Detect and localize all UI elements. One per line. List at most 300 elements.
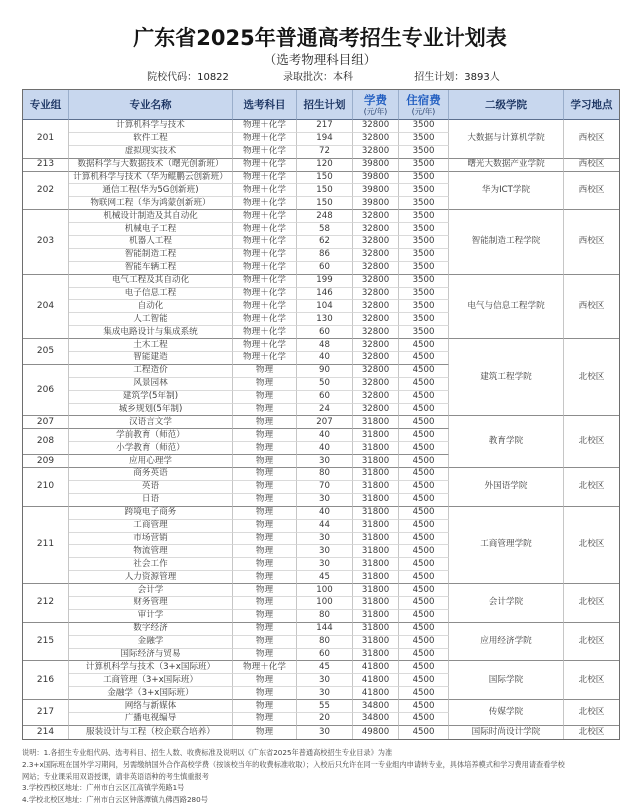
tuition-cell: 34800 [353, 713, 399, 726]
table-row [23, 120, 619, 133]
major-name-cell: 金融学（3+x国际班） [69, 687, 233, 700]
plan-cell: 30 [297, 545, 353, 558]
tuition-cell: 31800 [353, 520, 399, 533]
plan-cell: 144 [297, 623, 353, 636]
subjects-cell: 物理＋化学 [233, 133, 297, 146]
plan-cell: 104 [297, 300, 353, 313]
dorm-fee-cell: 4500 [399, 481, 449, 494]
tuition-cell: 31800 [353, 584, 399, 597]
table-row [23, 507, 619, 520]
header-tuition [353, 90, 399, 120]
plan-cell: 40 [297, 352, 353, 365]
major-name-cell: 计算机科学与技术（3+x国际班） [69, 661, 233, 674]
plan-cell: 20 [297, 713, 353, 726]
plan-cell: 150 [297, 197, 353, 210]
plan-cell: 55 [297, 700, 353, 713]
dorm-fee-cell: 4500 [399, 378, 449, 391]
major-name-cell: 城乡规划(5年制) [69, 404, 233, 417]
dorm-fee-cell: 4500 [399, 429, 449, 442]
plan-cell: 30 [297, 674, 353, 687]
subjects-cell: 物理 [233, 378, 297, 391]
header-tuition-unit: (元/年) [363, 106, 388, 116]
institution-code [147, 71, 229, 85]
major-name-cell: 汉语言文学 [69, 416, 233, 429]
notes [22, 747, 628, 807]
major-name-cell: 智能制造工程 [69, 249, 233, 262]
major-name-cell: 自动化 [69, 300, 233, 313]
subjects-cell: 物理＋化学 [233, 352, 297, 365]
dorm-fee-cell: 3500 [399, 197, 449, 210]
group-code-cell: 201 [23, 120, 69, 159]
subjects-cell: 物理＋化学 [233, 275, 297, 288]
tuition-cell: 32800 [353, 288, 399, 301]
group-code-cell: 208 [23, 429, 69, 455]
subjects-cell: 物理 [233, 481, 297, 494]
tuition-cell: 32800 [353, 339, 399, 352]
dorm-fee-cell: 3500 [399, 236, 449, 249]
dorm-fee-cell: 4500 [399, 365, 449, 378]
group-code-cell: 212 [23, 584, 69, 623]
tuition-cell: 32800 [353, 223, 399, 236]
major-name-cell: 金融学 [69, 636, 233, 649]
tuition-cell: 31800 [353, 429, 399, 442]
dorm-fee-cell: 4500 [399, 636, 449, 649]
major-name-cell: 机械设计制造及其自动化 [69, 210, 233, 223]
college-cell: 国际时尚设计学院 [449, 726, 564, 739]
college-cell: 传媒学院 [449, 700, 564, 726]
major-name-cell: 小学教育（师范） [69, 442, 233, 455]
tuition-cell: 41800 [353, 674, 399, 687]
dorm-fee-cell: 3500 [399, 249, 449, 262]
plan-cell: 60 [297, 262, 353, 275]
subjects-cell: 物理 [233, 700, 297, 713]
plan-cell: 40 [297, 429, 353, 442]
subjects-cell: 物理 [233, 429, 297, 442]
plan-cell: 80 [297, 468, 353, 481]
subjects-cell: 物理＋化学 [233, 197, 297, 210]
dorm-fee-cell: 3500 [399, 146, 449, 159]
college-cell: 曙光大数据产业学院 [449, 159, 564, 172]
table-row [23, 339, 619, 352]
location-cell: 北校区 [564, 339, 619, 416]
tuition-cell: 32800 [353, 378, 399, 391]
subjects-cell: 物理 [233, 687, 297, 700]
subjects-cell: 物理＋化学 [233, 184, 297, 197]
subjects-cell: 物理＋化学 [233, 120, 297, 133]
plan-cell: 40 [297, 507, 353, 520]
major-name-cell: 审计学 [69, 610, 233, 623]
plan-cell: 90 [297, 365, 353, 378]
info-label: 招生计划： [414, 72, 465, 83]
location-cell: 北校区 [578, 726, 605, 737]
plan-cell: 30 [297, 533, 353, 546]
plan-cell: 100 [297, 584, 353, 597]
subjects-cell: 物理＋化学 [233, 300, 297, 313]
dorm-fee-cell: 4500 [399, 468, 449, 481]
plan-cell: 40 [297, 442, 353, 455]
college-cell: 应用经济学院 [449, 623, 564, 662]
dorm-fee-cell: 3500 [399, 172, 449, 185]
plan-cell: 150 [297, 172, 353, 185]
plan-cell: 72 [297, 146, 353, 159]
major-name-cell: 集成电路设计与集成系统 [69, 326, 233, 339]
plan-cell: 80 [297, 610, 353, 623]
group-code-cell: 216 [23, 661, 69, 700]
location-cell: 北校区 [564, 661, 619, 700]
major-name-cell: 会计学 [69, 584, 233, 597]
plan-cell: 60 [297, 326, 353, 339]
tuition-cell: 32800 [353, 120, 399, 133]
tuition-cell: 32800 [353, 313, 399, 326]
college-cell: 教育学院 [449, 416, 564, 468]
dorm-fee-cell: 4500 [399, 610, 449, 623]
table-row [23, 275, 619, 288]
plan-cell: 130 [297, 313, 353, 326]
college-cell: 外国语学院 [449, 468, 564, 507]
major-name-cell: 通信工程(华为5G创新班) [69, 184, 233, 197]
table-row [23, 159, 619, 172]
major-name-cell: 软件工程 [69, 133, 233, 146]
tuition-cell: 31800 [353, 545, 399, 558]
major-name-cell: 数字经济 [69, 623, 233, 636]
major-name-cell: 物联网工程（华为鸿蒙创新班） [69, 197, 233, 210]
dorm-fee-cell: 3500 [399, 133, 449, 146]
dorm-fee-cell: 3500 [399, 326, 449, 339]
plan-cell: 58 [297, 223, 353, 236]
major-name-cell: 计算机科学与技术 [69, 120, 233, 133]
group-code-cell: 202 [23, 172, 69, 211]
tuition-cell: 31800 [353, 636, 399, 649]
dorm-fee-cell: 4500 [399, 416, 449, 429]
major-name-cell: 电气工程及其自动化 [69, 275, 233, 288]
group-code-cell: 205 [23, 339, 69, 365]
dorm-fee-cell: 3500 [399, 184, 449, 197]
dorm-fee-cell: 3500 [399, 210, 449, 223]
subjects-cell: 物理 [233, 610, 297, 623]
subjects-cell: 物理＋化学 [233, 313, 297, 326]
location-cell: 北校区 [564, 700, 619, 726]
college-cell: 工商管理学院 [449, 507, 564, 584]
group-code-cell: 215 [23, 623, 69, 662]
subjects-cell: 物理 [233, 597, 297, 610]
tuition-cell: 31800 [353, 533, 399, 546]
tuition-cell: 31800 [353, 416, 399, 429]
group-code-cell: 213 [23, 159, 69, 172]
group-code-cell: 210 [23, 468, 69, 507]
dorm-fee-cell: 4500 [399, 404, 449, 417]
table-header-row [23, 90, 619, 120]
major-name-cell: 机器人工程 [69, 236, 233, 249]
dorm-fee-cell: 3500 [399, 120, 449, 133]
tuition-cell: 31800 [353, 610, 399, 623]
admission-batch [283, 71, 353, 85]
tuition-cell: 32800 [353, 275, 399, 288]
header-location: 学习地点 [564, 90, 619, 120]
major-name-cell: 工商管理（3+x国际班） [69, 674, 233, 687]
major-name-cell: 广播电视编导 [69, 713, 233, 726]
tuition-cell: 41800 [353, 687, 399, 700]
major-name-cell: 网络与新媒体 [69, 700, 233, 713]
dorm-fee-cell: 3500 [399, 313, 449, 326]
dorm-fee-cell: 4500 [399, 533, 449, 546]
college-cell: 会计学院 [449, 584, 564, 623]
page-subtitle: （选考物理科目组） [263, 52, 377, 67]
location-cell: 北校区 [564, 507, 619, 584]
info-value: 本科 [333, 72, 353, 83]
note-line: 4.学校北校区地址：广州市白云区钟落潭镇九佛西路280号 [22, 795, 208, 805]
college-cell: 电气与信息工程学院 [449, 275, 564, 339]
location-cell: 北校区 [564, 416, 619, 468]
tuition-cell: 32800 [353, 249, 399, 262]
tuition-cell: 39800 [353, 197, 399, 210]
dorm-fee-cell: 4500 [399, 700, 449, 713]
subjects-cell: 物理 [233, 674, 297, 687]
major-name-cell: 国际经济与贸易 [69, 649, 233, 662]
tuition-cell: 32800 [353, 391, 399, 404]
location-cell: 西校区 [564, 275, 619, 339]
major-name-cell: 电子信息工程 [69, 288, 233, 301]
college-cell: 建筑工程学院 [449, 339, 564, 416]
plan-cell: 60 [297, 649, 353, 662]
subjects-cell: 物理 [233, 636, 297, 649]
tuition-cell: 31800 [353, 442, 399, 455]
subjects-cell: 物理 [233, 416, 297, 429]
major-name-cell: 财务管理 [69, 597, 233, 610]
subjects-cell: 物理＋化学 [233, 236, 297, 249]
major-name-cell: 工程造价 [69, 365, 233, 378]
subjects-cell: 物理 [233, 533, 297, 546]
major-name-cell: 智能车辆工程 [69, 262, 233, 275]
tuition-cell: 32800 [353, 146, 399, 159]
dorm-fee-cell: 4500 [399, 494, 449, 507]
subjects-cell: 物理＋化学 [233, 249, 297, 262]
note-line: 网站；专业课采用双语授课，请非英语语种的考生慎重报考 [22, 771, 209, 781]
subjects-cell: 物理 [233, 571, 297, 584]
table-row [23, 623, 619, 636]
dorm-fee-cell: 3500 [399, 159, 449, 172]
plan-cell: 100 [297, 597, 353, 610]
header-dorm-fee [399, 90, 449, 120]
location-cell: 西校区 [564, 120, 619, 159]
tuition-cell: 31800 [353, 597, 399, 610]
tuition-cell: 32800 [353, 404, 399, 417]
dorm-fee-cell: 4500 [399, 726, 449, 739]
header-dorm-fee-label: 住宿费 [406, 92, 441, 107]
group-code-cell: 203 [23, 210, 69, 274]
major-name-cell: 机械电子工程 [69, 223, 233, 236]
tuition-cell: 31800 [353, 507, 399, 520]
tuition-cell: 31800 [353, 623, 399, 636]
major-name-cell: 物流管理 [69, 545, 233, 558]
note-line: 2.3+x国际班在国外学习期间，另需缴纳国外合作高校学费（按该校当年的收费标准收取）；入校后只允许在同一专业组内申请转专业，具体培养模式和学习费用请查看学校 [22, 759, 565, 769]
major-name-cell: 日语 [69, 494, 233, 507]
subjects-cell: 物理 [233, 468, 297, 481]
location-cell: 北校区 [564, 623, 619, 662]
plan-cell: 62 [297, 236, 353, 249]
college-cell: 智能制造工程学院 [449, 210, 564, 274]
dorm-fee-cell: 3500 [399, 275, 449, 288]
plan-cell: 70 [297, 481, 353, 494]
major-name-cell: 土木工程 [69, 339, 233, 352]
table-row [23, 584, 619, 597]
table-row [23, 726, 619, 739]
subjects-cell: 物理＋化学 [233, 223, 297, 236]
subjects-cell: 物理＋化学 [233, 172, 297, 185]
group-code-cell: 209 [23, 455, 69, 468]
major-name-cell: 数据科学与大数据技术（曙光创新班） [69, 159, 233, 172]
header-tuition-label: 学费 [364, 92, 387, 107]
dorm-fee-cell: 4500 [399, 455, 449, 468]
tuition-cell: 31800 [353, 558, 399, 571]
major-name-cell: 工商管理 [69, 520, 233, 533]
plan-cell: 30 [297, 687, 353, 700]
major-name-cell: 学前教育（师范） [69, 429, 233, 442]
location-cell: 北校区 [564, 584, 619, 623]
group-code-cell: 217 [23, 700, 69, 726]
subjects-cell: 物理 [233, 558, 297, 571]
info-label: 院校代码： [147, 72, 198, 83]
dorm-fee-cell: 3500 [399, 262, 449, 275]
dorm-fee-cell: 3500 [399, 223, 449, 236]
major-name-cell: 跨境电子商务 [69, 507, 233, 520]
subjects-cell: 物理 [233, 442, 297, 455]
plan-cell: 30 [297, 726, 353, 739]
table-row [23, 468, 619, 481]
plan-cell: 30 [297, 494, 353, 507]
tuition-cell: 31800 [353, 455, 399, 468]
plan-cell: 45 [297, 571, 353, 584]
major-name-cell: 智能建造 [69, 352, 233, 365]
subjects-cell: 物理＋化学 [233, 326, 297, 339]
dorm-fee-cell: 4500 [399, 545, 449, 558]
info-value: 10822 [197, 72, 229, 83]
group-code-cell: 214 [23, 726, 69, 739]
plan-cell: 45 [297, 661, 353, 674]
dorm-fee-cell: 4500 [399, 649, 449, 662]
dorm-fee-cell: 4500 [399, 520, 449, 533]
plan-cell: 30 [297, 558, 353, 571]
major-name-cell: 服装设计与工程（校企联合培养） [69, 726, 233, 739]
subjects-cell: 物理＋化学 [233, 159, 297, 172]
dorm-fee-cell: 4500 [399, 352, 449, 365]
major-name-cell: 市场营销 [69, 533, 233, 546]
plan-cell: 194 [297, 133, 353, 146]
location-cell: 西校区 [564, 159, 619, 172]
subjects-cell: 物理 [233, 507, 297, 520]
plan-cell: 207 [297, 416, 353, 429]
header-plan: 招生计划 [297, 90, 353, 120]
major-name-cell: 虚拟现实技术 [69, 146, 233, 159]
tuition-cell: 31800 [353, 481, 399, 494]
tuition-cell: 32800 [353, 133, 399, 146]
college-cell: 大数据与计算机学院 [449, 120, 564, 159]
header-major-name: 专业名称 [69, 90, 233, 120]
tuition-cell: 32800 [353, 365, 399, 378]
dorm-fee-cell: 4500 [399, 391, 449, 404]
dorm-fee-cell: 3500 [399, 300, 449, 313]
tuition-cell: 34800 [353, 700, 399, 713]
tuition-cell: 39800 [353, 172, 399, 185]
major-name-cell: 人工智能 [69, 313, 233, 326]
plan-cell: 120 [297, 159, 353, 172]
info-row [0, 71, 640, 85]
tuition-cell: 31800 [353, 494, 399, 507]
table-row [23, 700, 619, 713]
dorm-fee-cell: 4500 [399, 597, 449, 610]
subjects-cell: 物理 [233, 494, 297, 507]
table-row [23, 416, 619, 429]
plan-cell: 60 [297, 391, 353, 404]
location-cell: 西校区 [564, 172, 619, 211]
subjects-cell: 物理 [233, 404, 297, 417]
table-row [23, 172, 619, 185]
tuition-cell: 32800 [353, 236, 399, 249]
tuition-cell: 32800 [353, 300, 399, 313]
dorm-fee-cell: 4500 [399, 584, 449, 597]
plan-cell: 150 [297, 184, 353, 197]
tuition-cell: 32800 [353, 352, 399, 365]
major-name-cell: 风景园林 [69, 378, 233, 391]
plan-cell: 146 [297, 288, 353, 301]
tuition-cell: 32800 [353, 262, 399, 275]
subjects-cell: 物理 [233, 623, 297, 636]
table-body [23, 120, 619, 739]
table-row [23, 661, 619, 674]
major-name-cell: 建筑学(5年制) [69, 391, 233, 404]
tuition-cell: 31800 [353, 571, 399, 584]
subjects-cell: 物理 [233, 649, 297, 662]
dorm-fee-cell: 4500 [399, 442, 449, 455]
dorm-fee-cell: 4500 [399, 687, 449, 700]
plan-cell: 48 [297, 339, 353, 352]
subjects-cell: 物理＋化学 [233, 262, 297, 275]
subjects-cell: 物理 [233, 726, 297, 739]
dorm-fee-cell: 4500 [399, 571, 449, 584]
major-name-cell: 应用心理学 [69, 455, 233, 468]
subjects-cell: 物理＋化学 [233, 339, 297, 352]
dorm-fee-cell: 4500 [399, 507, 449, 520]
subjects-cell: 物理 [233, 584, 297, 597]
tuition-cell: 39800 [353, 184, 399, 197]
subjects-cell: 物理＋化学 [233, 661, 297, 674]
subjects-cell: 物理 [233, 520, 297, 533]
page-title: 广东省2025年普通高考招生专业计划表 [133, 26, 507, 50]
note-line: 3.学校西校区地址：广州市白云区江高镇学苑路1号 [22, 783, 185, 793]
major-name-cell: 商务英语 [69, 468, 233, 481]
dorm-fee-cell: 4500 [399, 674, 449, 687]
subjects-cell: 物理 [233, 713, 297, 726]
plan-cell: 248 [297, 210, 353, 223]
subjects-cell: 物理＋化学 [233, 210, 297, 223]
tuition-cell: 31800 [353, 468, 399, 481]
header-college: 二级学院 [449, 90, 564, 120]
group-code-cell: 207 [23, 416, 69, 429]
subjects-cell: 物理 [233, 365, 297, 378]
subjects-cell: 物理 [233, 545, 297, 558]
table-row [23, 210, 619, 223]
note-line: 说明：1.各招生专业组代码、选考科目、招生人数、收费标准及说明以《广东省2025年普通高校招生专业目录》为准 [22, 748, 393, 757]
major-name-cell: 社会工作 [69, 558, 233, 571]
major-name-cell: 人力资源管理 [69, 571, 233, 584]
plan-cell: 199 [297, 275, 353, 288]
header-subjects: 选考科目 [233, 90, 297, 120]
major-name-cell: 计算机科学与技术（华为鲲鹏云创新班） [69, 172, 233, 185]
tuition-cell: 32800 [353, 210, 399, 223]
dorm-fee-cell: 4500 [399, 339, 449, 352]
plan-cell: 24 [297, 404, 353, 417]
college-cell: 国际学院 [449, 661, 564, 700]
college-cell: 华为ICT学院 [449, 172, 564, 211]
